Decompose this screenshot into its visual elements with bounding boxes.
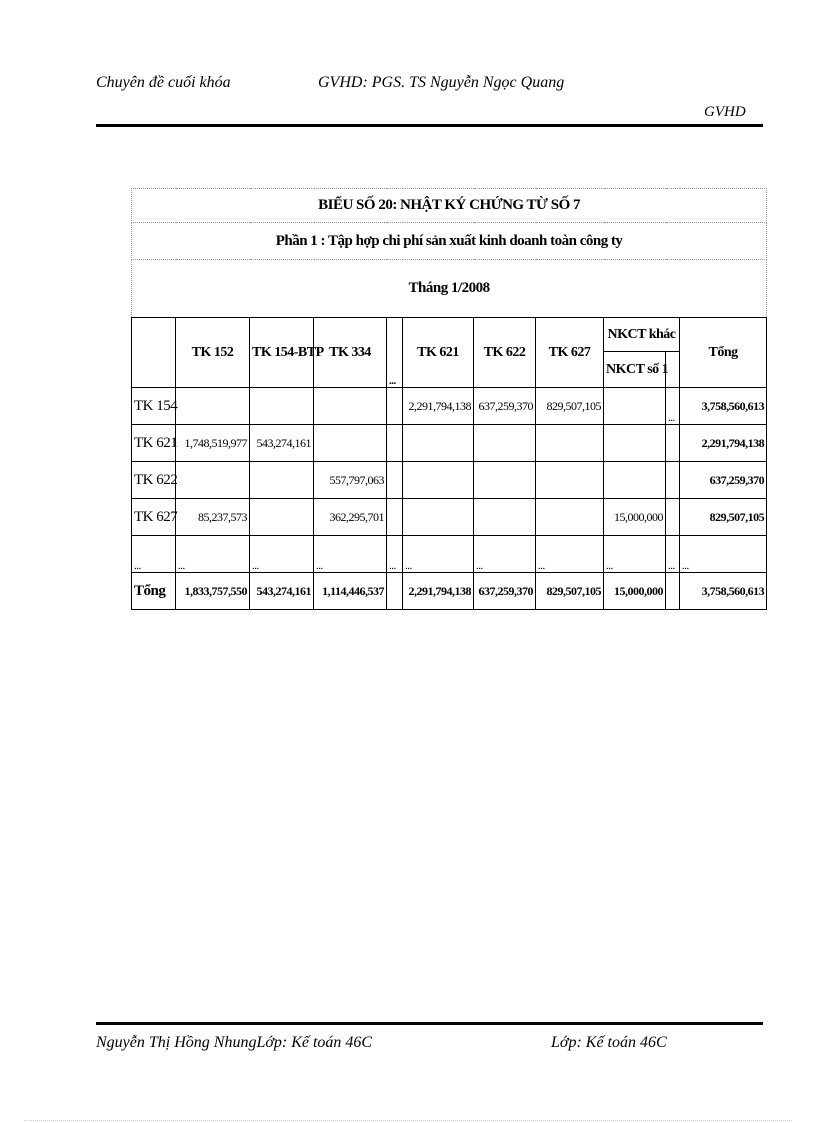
cell-ellipsis — [387, 425, 403, 462]
row-label: TK 154 — [132, 388, 176, 425]
cell-tk154btp — [250, 388, 314, 425]
cell-nkct1 — [604, 462, 666, 499]
table-row — [132, 462, 767, 499]
cell-tk627: 829,507,105 — [536, 388, 604, 425]
col-header-nkct1: NKCT số 1 — [604, 352, 666, 388]
cell-ellipsis-2 — [666, 499, 680, 536]
cell-tk334: ... — [314, 536, 387, 573]
cell-tk154btp: ... — [250, 536, 314, 573]
cell-tk622: 637,259,370 — [474, 388, 536, 425]
cell-tk154btp — [250, 462, 314, 499]
row-label: TK 627 — [132, 499, 176, 536]
table-row — [132, 425, 767, 462]
cell-ellipsis: ... — [387, 536, 403, 573]
col-header-tk152: TK 152 — [176, 318, 250, 388]
col-header-nkct-khac: NKCT khác — [604, 318, 680, 352]
table-row — [132, 388, 767, 425]
total-tk621: 2,291,794,138 — [403, 573, 474, 610]
cell-tk334 — [314, 388, 387, 425]
total-tk334: 1,114,446,537 — [314, 573, 387, 610]
total-row — [132, 573, 767, 610]
cell-nkct1 — [604, 425, 666, 462]
cell-ellipsis — [387, 462, 403, 499]
cell-tk154btp: 543,274,161 — [250, 425, 314, 462]
col-header-tk622: TK 622 — [474, 318, 536, 388]
header-supervisor: GVHD: PGS. TS Nguyễn Ngọc Quang — [318, 74, 565, 91]
cell-total: 3,758,560,613 — [680, 388, 767, 425]
cell-nkct1 — [604, 388, 666, 425]
cell-ellipsis-2 — [666, 462, 680, 499]
footer-rule — [96, 1022, 763, 1025]
cell-tk627: ... — [536, 536, 604, 573]
header-rule — [96, 124, 763, 127]
header-gvhd: GVHD — [704, 104, 746, 120]
col-header-tk627: TK 627 — [536, 318, 604, 388]
col-header-ellipsis: ... — [387, 318, 403, 388]
total-tk152: 1,833,757,550 — [176, 573, 250, 610]
cell-ellipsis-2 — [666, 425, 680, 462]
table-row — [132, 499, 767, 536]
corner-cell — [132, 318, 176, 388]
cell-total: 829,507,105 — [680, 499, 767, 536]
cell-tk622 — [474, 462, 536, 499]
cell-tk152 — [176, 462, 250, 499]
cell-tk152: 85,237,573 — [176, 499, 250, 536]
cell-tk622: ... — [474, 536, 536, 573]
col-header-total: Tổng — [680, 318, 767, 388]
total-tk154btp: 543,274,161 — [250, 573, 314, 610]
header-course-title: Chuyên đề cuối khóa — [96, 74, 231, 91]
total-tk622: 637,259,370 — [474, 573, 536, 610]
cell-ellipsis — [387, 388, 403, 425]
page-edge-divider — [24, 1120, 792, 1121]
cell-tk334 — [314, 425, 387, 462]
cell-tk152: ... — [176, 536, 250, 573]
cell-nkct1: 15,000,000 — [604, 499, 666, 536]
journal-voucher-table — [131, 188, 767, 610]
cell-total: 2,291,794,138 — [680, 425, 767, 462]
cell-total: ... — [680, 536, 767, 573]
table-row — [132, 536, 767, 573]
cell-tk621: ... — [403, 536, 474, 573]
total-ellipsis-2 — [666, 573, 680, 610]
cell-tk334: 362,295,701 — [314, 499, 387, 536]
col-header-tk154btp: TK 154-BTP — [250, 318, 314, 388]
total-tk627: 829,507,105 — [536, 573, 604, 610]
cell-tk627 — [536, 499, 604, 536]
col-header-tk334: TK 334 — [314, 318, 387, 388]
cell-tk621: 2,291,794,138 — [403, 388, 474, 425]
total-nkct1: 15,000,000 — [604, 573, 666, 610]
footer-student: Nguyễn Thị Hồng NhungLớp: Kế toán 46C — [96, 1034, 373, 1051]
total-label: Tổng — [132, 573, 176, 610]
total-ellipsis — [387, 573, 403, 610]
cell-tk621 — [403, 499, 474, 536]
total-grand: 3,758,560,613 — [680, 573, 767, 610]
cell-tk627 — [536, 425, 604, 462]
cell-ellipsis-2: ... — [666, 536, 680, 573]
cell-tk621 — [403, 462, 474, 499]
cell-ellipsis-2: ... — [666, 388, 680, 425]
cell-tk622 — [474, 499, 536, 536]
table-title: BIỂU SỐ 20: NHẬT KÝ CHỨNG TỪ SỐ 7 — [132, 189, 767, 223]
footer-class: Lớp: Kế toán 46C — [551, 1034, 667, 1051]
cell-tk622 — [474, 425, 536, 462]
cell-tk627 — [536, 462, 604, 499]
cell-tk152 — [176, 388, 250, 425]
cell-total: 637,259,370 — [680, 462, 767, 499]
row-label: ... — [132, 536, 176, 573]
row-label: TK 622 — [132, 462, 176, 499]
cell-ellipsis — [387, 499, 403, 536]
col-header-tk621: TK 621 — [403, 318, 474, 388]
cell-tk334: 557,797,063 — [314, 462, 387, 499]
cell-tk154btp — [250, 499, 314, 536]
table-month: Tháng 1/2008 — [132, 260, 767, 318]
table-subtitle: Phần 1 : Tập hợp chi phí sản xuất kinh doanh toàn công ty — [132, 223, 767, 260]
row-label: TK 621 — [132, 425, 176, 462]
cell-tk152: 1,748,519,977 — [176, 425, 250, 462]
cell-tk621 — [403, 425, 474, 462]
cell-nkct1: ... — [604, 536, 666, 573]
